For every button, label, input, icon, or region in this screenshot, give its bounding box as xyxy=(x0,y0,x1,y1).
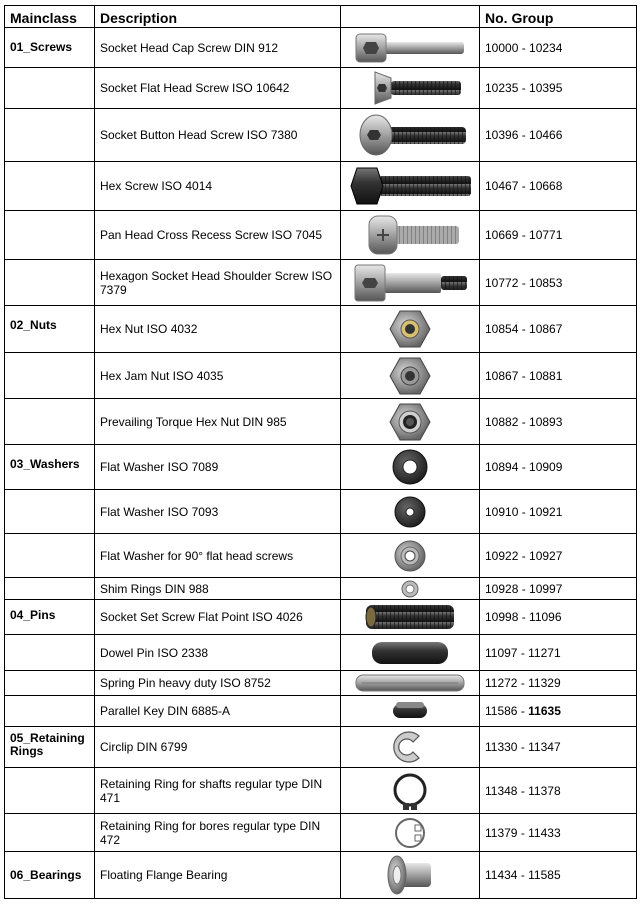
flat-washer-icon xyxy=(341,445,480,490)
flange-bearing-icon xyxy=(341,852,480,899)
table-row xyxy=(5,162,637,211)
mainclass-cell xyxy=(5,109,95,162)
group-cell: 11434 - 11585 xyxy=(480,852,637,899)
mainclass-cell: 02_Nuts xyxy=(5,306,95,353)
mainclass-cell xyxy=(5,211,95,260)
table-row xyxy=(5,260,637,306)
description-cell: Hexagon Socket Head Shoulder Screw ISO 7379 xyxy=(95,260,341,306)
group-cell: 10910 - 10921 xyxy=(480,490,637,534)
table-row xyxy=(5,211,637,260)
flat-head-screw-icon xyxy=(341,68,480,109)
mainclass-cell: 01_Screws xyxy=(5,28,95,68)
group-cell: 10894 - 10909 xyxy=(480,445,637,490)
group-cell xyxy=(480,696,637,727)
socket-head-cap-screw-icon xyxy=(341,28,480,68)
description-cell: Flat Washer ISO 7089 xyxy=(95,445,341,490)
description-cell: Hex Jam Nut ISO 4035 xyxy=(95,353,341,399)
description-cell: Dowel Pin ISO 2338 xyxy=(95,635,341,671)
mainclass-cell xyxy=(5,671,95,696)
table-row xyxy=(5,353,637,399)
mainclass-cell xyxy=(5,162,95,211)
table-row xyxy=(5,68,637,109)
pan-head-screw-icon xyxy=(341,211,480,260)
button-head-screw-icon xyxy=(341,109,480,162)
table-row xyxy=(5,696,637,727)
group-cell: 10772 - 10853 xyxy=(480,260,637,306)
group-cell: 10396 - 10466 xyxy=(480,109,637,162)
mainclass-cell xyxy=(5,635,95,671)
description-cell: Retaining Ring for shafts regular type DIN 471 xyxy=(95,768,341,814)
dowel-pin-icon xyxy=(341,635,480,671)
circlip-icon xyxy=(341,727,480,768)
shoulder-screw-icon xyxy=(341,260,480,306)
shim-ring-icon xyxy=(341,578,480,600)
group-cell: 10882 - 10893 xyxy=(480,399,637,445)
mainclass-cell xyxy=(5,490,95,534)
countersunk-washer-icon xyxy=(341,534,480,578)
table-row xyxy=(5,534,637,578)
table-row xyxy=(5,727,637,768)
table-row xyxy=(5,635,637,671)
table-row xyxy=(5,28,637,68)
header-image xyxy=(341,6,480,28)
mainclass-cell xyxy=(5,578,95,600)
group-cell: 10928 - 10997 xyxy=(480,578,637,600)
mainclass-cell: 03_Washers xyxy=(5,445,95,490)
mainclass-cell xyxy=(5,696,95,727)
mainclass-cell xyxy=(5,260,95,306)
hex-nut-icon xyxy=(341,306,480,353)
description-cell: Floating Flange Bearing xyxy=(95,852,341,899)
description-cell: Shim Rings DIN 988 xyxy=(95,578,341,600)
table-row xyxy=(5,852,637,899)
description-cell: Spring Pin heavy duty ISO 8752 xyxy=(95,671,341,696)
group-cell: 11097 - 11271 xyxy=(480,635,637,671)
description-cell: Socket Flat Head Screw ISO 10642 xyxy=(95,68,341,109)
group-cell: 10998 - 11096 xyxy=(480,600,637,635)
set-screw-icon xyxy=(341,600,480,635)
hex-screw-icon xyxy=(341,162,480,211)
table-row xyxy=(5,671,637,696)
mainclass-cell xyxy=(5,814,95,852)
description-cell: Pan Head Cross Recess Screw ISO 7045 xyxy=(95,211,341,260)
hex-jam-nut-icon xyxy=(341,353,480,399)
lock-nut-icon xyxy=(341,399,480,445)
group-cell: 11379 - 11433 xyxy=(480,814,637,852)
group-cell: 10854 - 10867 xyxy=(480,306,637,353)
table-row xyxy=(5,600,637,635)
parallel-key-icon xyxy=(341,696,480,727)
table-row xyxy=(5,768,637,814)
mainclass-cell xyxy=(5,399,95,445)
description-cell: Prevailing Torque Hex Nut DIN 985 xyxy=(95,399,341,445)
group-start: 11586 - xyxy=(485,704,529,718)
description-cell: Socket Set Screw Flat Point ISO 4026 xyxy=(95,600,341,635)
description-cell: Circlip DIN 6799 xyxy=(95,727,341,768)
description-cell: Socket Button Head Screw ISO 7380 xyxy=(95,109,341,162)
table-row xyxy=(5,399,637,445)
description-cell: Socket Head Cap Screw DIN 912 xyxy=(95,28,341,68)
header-mainclass: Mainclass xyxy=(5,6,95,28)
bore-retaining-ring-icon xyxy=(341,814,480,852)
mainclass-cell xyxy=(5,534,95,578)
group-cell: 10867 - 10881 xyxy=(480,353,637,399)
description-cell: Flat Washer for 90° flat head screws xyxy=(95,534,341,578)
mainclass-cell: 05_Retaining Rings xyxy=(5,727,95,768)
shaft-retaining-ring-icon xyxy=(341,768,480,814)
table-row xyxy=(5,445,637,490)
parts-table xyxy=(4,5,637,899)
description-cell: Flat Washer ISO 7093 xyxy=(95,490,341,534)
table-row xyxy=(5,306,637,353)
group-cell: 10000 - 10234 xyxy=(480,28,637,68)
mainclass-cell: 06_Bearings xyxy=(5,852,95,899)
header-description: Description xyxy=(95,6,341,28)
table-row xyxy=(5,109,637,162)
description-cell: Hex Screw ISO 4014 xyxy=(95,162,341,211)
description-cell: Retaining Ring for bores regular type DIN 472 xyxy=(95,814,341,852)
group-cell: 11348 - 11378 xyxy=(480,768,637,814)
group-end: 11635 xyxy=(528,704,561,718)
header-row xyxy=(5,6,637,28)
group-cell: 10235 - 10395 xyxy=(480,68,637,109)
table-row xyxy=(5,490,637,534)
mainclass-cell xyxy=(5,68,95,109)
group-cell: 10467 - 10668 xyxy=(480,162,637,211)
spring-pin-icon xyxy=(341,671,480,696)
group-cell: 11330 - 11347 xyxy=(480,727,637,768)
flat-washer-small-icon xyxy=(341,490,480,534)
mainclass-cell: 04_Pins xyxy=(5,600,95,635)
group-cell: 10922 - 10927 xyxy=(480,534,637,578)
mainclass-cell xyxy=(5,768,95,814)
description-cell: Hex Nut ISO 4032 xyxy=(95,306,341,353)
header-group: No. Group xyxy=(480,6,637,28)
mainclass-cell xyxy=(5,353,95,399)
group-cell: 10669 - 10771 xyxy=(480,211,637,260)
table-row xyxy=(5,578,637,600)
group-cell: 11272 - 11329 xyxy=(480,671,637,696)
table-row xyxy=(5,814,637,852)
description-cell: Parallel Key DIN 6885-A xyxy=(95,696,341,727)
